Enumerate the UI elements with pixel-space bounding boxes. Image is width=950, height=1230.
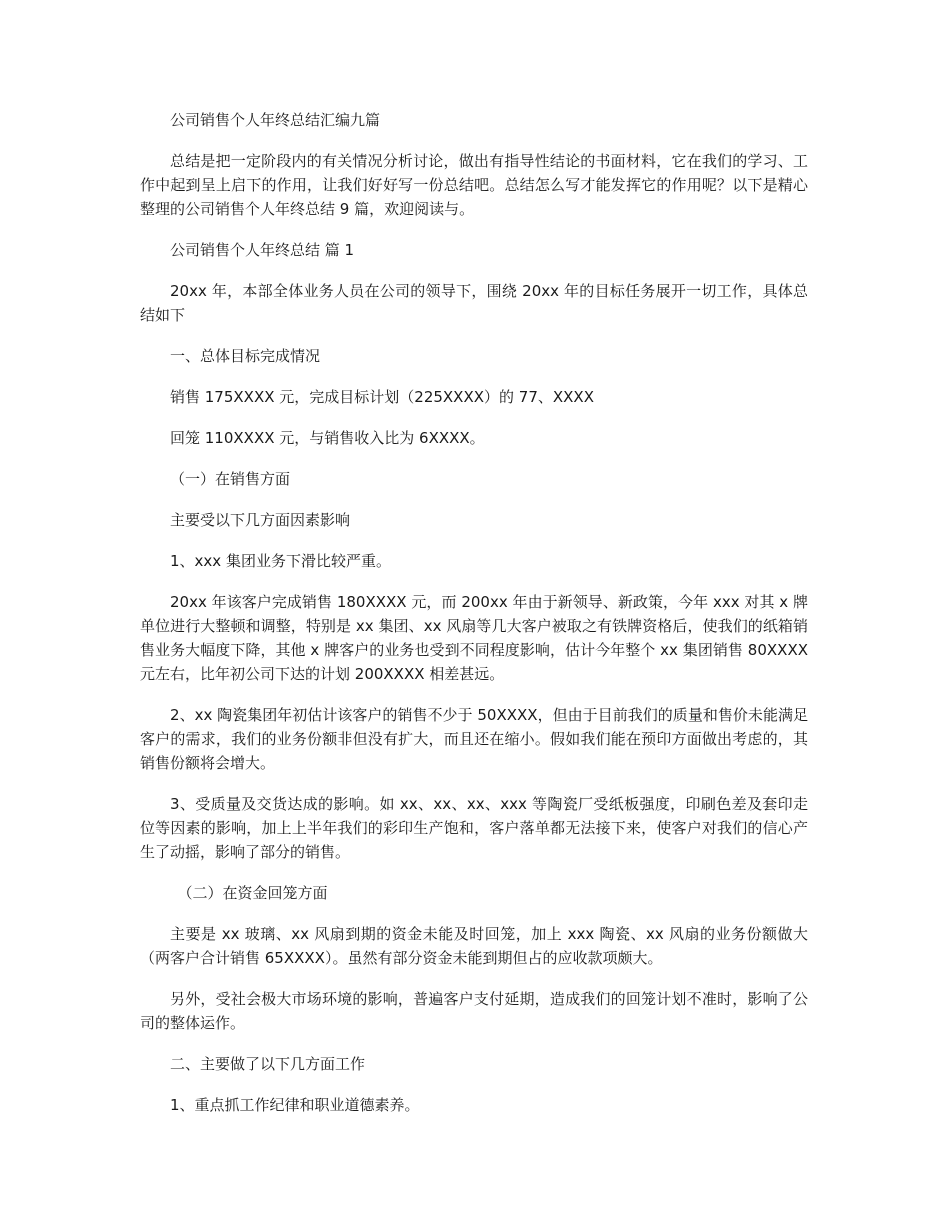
market-impact-paragraph: 另外，受社会极大市场环境的影响，普遍客户支付延期，造成我们的回笼计划不准时，影响了公司的整体运作。 xyxy=(140,990,808,1032)
sales-figure-paragraph: 销售 175XXXX 元，完成目标计划（225XXXX）的 77、XXXX xyxy=(170,388,594,406)
summary-intro-paragraph: 20xx 年，本部全体业务人员在公司的领导下，围绕 20xx 年的目标任务展开一切工作，具体总结如下 xyxy=(140,282,808,324)
work-item-1-paragraph: 1、重点抓工作纪律和职业道德素养。 xyxy=(170,1096,420,1114)
section-heading-part-1: 公司销售个人年终总结 篇 1 xyxy=(170,241,355,259)
factor-1-heading: 1、xxx 集团业务下滑比较严重。 xyxy=(170,552,391,570)
factors-intro-paragraph: 主要受以下几方面因素影响 xyxy=(170,511,351,529)
factor-3-paragraph: 3、受质量及交货达成的影响。如 xx、xx、xx、xxx 等陶瓷厂受纸板强度，印刷色差及套印走位等因素的影响，加上上半年我们的彩印生产饱和，客户落单都无法接下来，使客户对我们的信心产生了动摇，影响了部分的销售。 xyxy=(140,795,808,861)
factor-1-detail-paragraph: 20xx 年该客户完成销售 180XXXX 元，而 200xx 年由于新领导、新政策，今年 xxx 对其 x 牌单位进行大整顿和调整，特别是 xx 集团、xx 风扇等几大客户被取之有铁牌资格后，使我们的纸箱销售业务大幅度下降，其他 x 牌客户的业务也受到不同程度影响，估计今年整个 xx 集团销售 80XXXX 元左右，比年初公司下达的计划 200XXXX 相差甚远。 xyxy=(140,593,808,683)
heading-overall-targets: 一、总体目标完成情况 xyxy=(170,347,321,365)
heading-main-work: 二、主要做了以下几方面工作 xyxy=(170,1055,366,1073)
heading-sales-aspect: （一）在销售方面 xyxy=(170,470,291,488)
intro-paragraph: 总结是把一定阶段内的有关情况分析讨论，做出有指导性结论的书面材料，它在我们的学习、工作中起到呈上启下的作用，让我们好好写一份总结吧。总结怎么写才能发挥它的作用呢？以下是精心整理的公司销售个人年终总结 9 篇，欢迎阅读与。 xyxy=(140,152,808,218)
collection-figure-paragraph: 回笼 110XXXX 元，与销售收入比为 6XXXX。 xyxy=(170,429,485,447)
heading-collection-aspect: （二）在资金回笼方面 xyxy=(177,884,328,902)
factor-2-paragraph: 2、xx 陶瓷集团年初估计该客户的销售不少于 50XXXX，但由于目前我们的质量和售价未能满足客户的需求，我们的业务份额非但没有扩大，而且还在缩小。假如我们能在预印方面做出考虑的，其销售份额将会增大。 xyxy=(140,706,808,772)
document-body xyxy=(140,108,808,1134)
document-title: 公司销售个人年终总结汇编九篇 xyxy=(170,111,381,129)
collection-detail-paragraph: 主要是 xx 玻璃、xx 风扇到期的资金未能及时回笼，加上 xxx 陶瓷、xx 风扇的业务份额做大（两客户合计销售 65XXXX）。虽然有部分资金未能到期但占的应收款项颇大。 xyxy=(140,925,808,967)
